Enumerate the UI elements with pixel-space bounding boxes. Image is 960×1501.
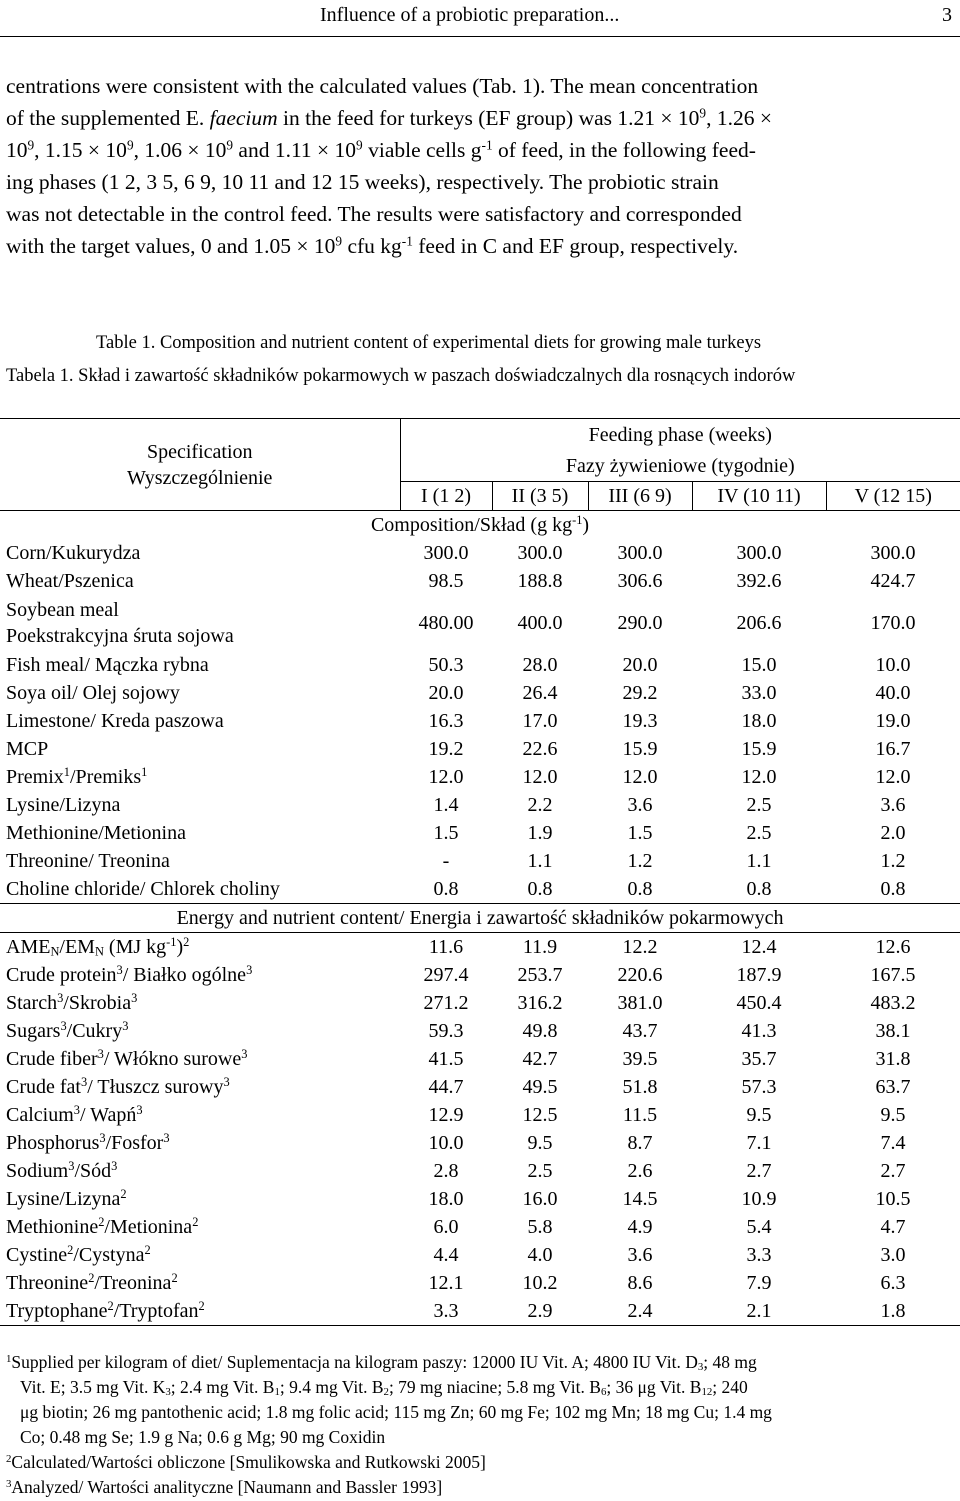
- value-phase-3: 20.0: [622, 654, 658, 676]
- value-phase-4: 5.4: [746, 1216, 772, 1238]
- row-label: Sugars$^3$/Cukry$^3$: [6, 1019, 129, 1042]
- value-phase-2: 9.5: [527, 1132, 553, 1154]
- value-phase-3: 8.6: [627, 1272, 653, 1294]
- value-phase-1: 2.8: [433, 1160, 459, 1182]
- value-phase-4: 41.3: [741, 1020, 777, 1042]
- spec-header-cell: [0, 419, 400, 511]
- row-label: Premix$^1$/Premiks$^1$: [6, 765, 148, 788]
- table-caption-pl: Tabela 1. Skład i zawartość składników pokarmowych w paszach doświadczalnych dla rosnących indorów: [6, 366, 796, 386]
- table-row: [0, 1241, 960, 1269]
- table-row: [0, 735, 960, 763]
- value-phase-1: 297.4: [423, 964, 469, 986]
- running-title: Influence of a probiotic preparation...: [320, 4, 620, 26]
- value-phase-1: 98.5: [428, 570, 464, 592]
- value-phase-5: 6.3: [880, 1272, 906, 1294]
- value-phase-5: 40.0: [875, 682, 911, 704]
- value-phase-1: 18.0: [428, 1188, 464, 1210]
- value-phase-5: 63.7: [875, 1076, 911, 1098]
- soybean-label-en: Soybean meal: [6, 599, 119, 621]
- phase-col-3: III (6 9): [588, 482, 692, 511]
- value-phase-5: 300.0: [870, 542, 916, 564]
- body-line-5: was not detectable in the control feed. The results were satisfactory and corresponded: [6, 202, 742, 226]
- row-label: Phosphorus$^3$/Fosfor$^3$: [6, 1131, 170, 1154]
- table-row: [0, 679, 960, 707]
- value-phase-2: 4.0: [527, 1244, 553, 1266]
- value-phase-3: 2.4: [588, 1297, 692, 1326]
- subscript: N: [94, 944, 104, 959]
- phase-header-en: Feeding phase (weeks): [400, 419, 960, 452]
- row-label: Calcium$^3$/ Wapń$^3$: [6, 1103, 143, 1126]
- value-phase-1: 0.8: [433, 878, 459, 900]
- row-label: $AME_N/EM_N$ (MJ $kg^{-1})^2$: [6, 935, 190, 959]
- value-phase-2: 26.4: [522, 682, 558, 704]
- value-phase-2: 12.5: [522, 1104, 558, 1126]
- value-phase-5: 9.5: [880, 1104, 906, 1126]
- footnote-marker: 3: [99, 1131, 106, 1146]
- diet-composition-table: [0, 418, 960, 1326]
- value-phase-4: 2.5: [746, 794, 772, 816]
- value-phase-3: 1.5: [627, 822, 653, 844]
- footnote-marker: 3: [97, 1047, 104, 1062]
- value-phase-5: 2.0: [880, 822, 906, 844]
- value-phase-1: 44.7: [428, 1076, 464, 1098]
- value-phase-1: -: [442, 850, 450, 872]
- value-phase-4: 7.9: [746, 1272, 772, 1294]
- value-phase-4: 3.3: [746, 1244, 772, 1266]
- row-label: Lysine/Lizyna: [6, 794, 121, 816]
- footnote-marker: 3: [68, 1159, 75, 1174]
- row-label: Sodium$^3$/Sód$^3$: [6, 1159, 118, 1182]
- table-row: [0, 567, 960, 595]
- value-phase-3: 2.6: [627, 1160, 653, 1182]
- table-row: [0, 1017, 960, 1045]
- footnote-3: $^3$Analyzed/ Wartości analityczne [Naumann and Bassler 1993]: [6, 1477, 443, 1497]
- phase-col-4: IV (10 11): [692, 482, 826, 511]
- footnote-1: $^1$Supplied per kilogram of diet/ Suplementacja na kilogram paszy: 12000 IU Vit. A; 4800 IU Vit. $D_3$; 48 mg: [6, 1352, 757, 1374]
- soybean-label-pl: Poekstrakcyjna śruta sojowa: [6, 625, 234, 647]
- row-label: Lysine/Lizyna$^2$: [6, 1187, 127, 1210]
- table-row: [0, 1157, 960, 1185]
- table-row: [0, 1213, 960, 1241]
- value-phase-5: 12.6: [875, 936, 911, 958]
- superscript: -1: [166, 935, 177, 950]
- value-phase-1: 11.6: [428, 936, 464, 958]
- value-phase-4: 15.9: [741, 738, 777, 760]
- value-phase-5: 12.0: [875, 766, 911, 788]
- value-phase-2: 2.9: [492, 1297, 588, 1326]
- value-phase-4: 2.5: [746, 822, 772, 844]
- value-phase-2: 10.2: [522, 1272, 558, 1294]
- value-phase-2: 2.5: [527, 1160, 553, 1182]
- body-line-4: ing phases (1 2, 3 5, 6 9, 10 11 and 12 15 weeks), respectively. The probiotic strain: [6, 170, 719, 194]
- footnote-marker: 3: [131, 991, 138, 1006]
- value-phase-4: 57.3: [741, 1076, 777, 1098]
- value-phase-2: 16.0: [522, 1188, 558, 1210]
- value-phase-5: 7.4: [880, 1132, 906, 1154]
- value-phase-3: 381.0: [617, 992, 663, 1014]
- row-label: Crude protein$^3$/ Białko ogólne$^3$: [6, 963, 253, 986]
- value-phase-4: 35.7: [741, 1048, 777, 1070]
- footnote-marker: 2: [88, 1271, 95, 1286]
- footnote-1-cont-3: Co; 0.48 mg Se; 1.9 g Na; 0.6 g Mg; 90 mg Coxidin: [20, 1427, 386, 1447]
- value-phase-2: 12.0: [522, 766, 558, 788]
- value-phase-2: 22.6: [522, 738, 558, 760]
- value-phase-2: 49.8: [522, 1020, 558, 1042]
- phase-col-5: V (12 15): [826, 482, 960, 511]
- row-label: Choline chloride/ Chlorek choliny: [6, 878, 280, 900]
- value-phase-4: 2.1: [692, 1297, 826, 1326]
- value-phase-3: 11.5: [622, 1104, 658, 1126]
- value-phase-3: 43.7: [622, 1020, 658, 1042]
- table-row: [0, 539, 960, 567]
- energy-rows: [0, 933, 960, 1326]
- value-phase-3: 51.8: [622, 1076, 658, 1098]
- value-phase-3: 14.5: [622, 1188, 658, 1210]
- body-line-3: $10^9$, $1.15 \times 10^9$, $1.06 \times 10^9$ and $1.11 \times 10^9$ viable cells $g^{-1}$ of feed, in the following feed-: [6, 137, 756, 162]
- value-phase-1: 6.0: [433, 1216, 459, 1238]
- value-phase-1: 20.0: [428, 682, 464, 704]
- footnotes: [6, 1350, 956, 1500]
- table-row: [0, 961, 960, 989]
- value-phase-1: 271.2: [423, 992, 469, 1014]
- row-label: Crude fiber$^3$/ Włókno surowe$^3$: [6, 1047, 248, 1070]
- page-number: 3: [942, 4, 952, 26]
- table-row: [0, 651, 960, 679]
- value-phase-1: 4.4: [433, 1244, 459, 1266]
- subscript: N: [50, 944, 60, 959]
- value-phase-5: 1.8: [826, 1297, 960, 1326]
- value-phase-5: 16.7: [875, 738, 911, 760]
- footnote-marker: 2: [198, 1299, 205, 1314]
- value-phase-1: 50.3: [428, 654, 464, 676]
- phase-header-pl: Fazy żywieniowe (tygodnie): [400, 451, 960, 482]
- value-phase-2: 316.2: [517, 992, 563, 1014]
- value-phase-3: 12.0: [622, 766, 658, 788]
- table-row: [0, 1269, 960, 1297]
- footnote-marker: 3: [241, 1047, 248, 1062]
- value-phase-1: 1.5: [433, 822, 459, 844]
- phase-col-2: II (3 5): [492, 482, 588, 511]
- footnote-marker: 3: [60, 1019, 67, 1034]
- value-phase-5: 19.0: [875, 710, 911, 732]
- value-phase-5: 2.7: [880, 1160, 906, 1182]
- value-phase-2: 253.7: [517, 964, 563, 986]
- footnote-marker: 2: [171, 1271, 178, 1286]
- row-label: Fish meal/ Mączka rybna: [6, 654, 209, 676]
- table-row: [0, 847, 960, 875]
- table-row: [0, 1073, 960, 1101]
- footnote-marker: 2: [67, 1243, 74, 1258]
- footnote-marker: 2: [98, 1215, 105, 1230]
- footnote-2: $^2$Calculated/Wartości obliczone [Smulikowska and Rutkowski 2005]: [6, 1452, 486, 1472]
- body-line-2: of the supplemented E. faecium in the feed for turkeys (EF group) was $1.21 \times 10^9$, 1.26 ×: [6, 105, 772, 130]
- row-label: MCP: [6, 738, 49, 760]
- table-row: [0, 1045, 960, 1073]
- table-row: [0, 875, 960, 904]
- value-phase-4: 7.1: [746, 1132, 772, 1154]
- value-phase-3: 1.2: [627, 850, 653, 872]
- footnote-marker: 1: [63, 765, 70, 780]
- footnote-marker: 3: [111, 1159, 118, 1174]
- table-row: [0, 763, 960, 791]
- footnote-marker: 3: [223, 1075, 230, 1090]
- value-phase-2: 49.5: [522, 1076, 558, 1098]
- phase-col-1: I (1 2): [400, 482, 492, 511]
- row-label: Threonine/ Treonina: [6, 850, 170, 872]
- value-phase-4: 450.4: [736, 992, 782, 1014]
- value-phase-3: 306.6: [617, 570, 663, 592]
- value-phase-1: 1.4: [433, 794, 459, 816]
- table-row: [0, 1101, 960, 1129]
- footnote-marker: 2: [107, 1299, 114, 1314]
- value-phase-3: 220.6: [617, 964, 663, 986]
- spec-header-en: Specification: [146, 440, 253, 463]
- value-phase-2: 17.0: [522, 710, 558, 732]
- value-phase-4: 9.5: [746, 1104, 772, 1126]
- value-phase-4: 10.9: [741, 1188, 777, 1210]
- body-paragraph: [6, 70, 954, 262]
- value-phase-5: 3.0: [880, 1244, 906, 1266]
- row-label: Corn/Kukurydza: [6, 542, 141, 564]
- value-phase-2: 300.0: [517, 542, 563, 564]
- value-phase-3: 15.9: [622, 738, 658, 760]
- row-label: Wheat/Pszenica: [6, 570, 134, 592]
- value-phase-1: 12.1: [428, 1272, 464, 1294]
- table-row: [0, 819, 960, 847]
- value-phase-3: 19.3: [622, 710, 658, 732]
- value-phase-2: 0.8: [527, 878, 553, 900]
- footnote-1-cont: Vit. E; 3.5 mg Vit. $K_3$; 2.4 mg Vit. $B_1$; 9.4 mg Vit. $B_2$; 79 mg niacine; 5.8 mg Vit. $B_6$; 36 μg Vit. $B_{12}$; 240: [20, 1377, 748, 1399]
- value-phase-5: 10.5: [875, 1188, 911, 1210]
- footnote-marker: 2: [120, 1187, 127, 1202]
- row-label: Crude fat$^3$/ Tłuszcz surowy$^3$: [6, 1075, 230, 1098]
- value-phase-1: 300.0: [423, 542, 469, 564]
- value-phase-5: 38.1: [875, 1020, 911, 1042]
- value-phase-1: 12.9: [428, 1104, 464, 1126]
- value-phase-2: 42.7: [522, 1048, 558, 1070]
- spec-header-pl: Wyszczególnienie: [127, 466, 273, 489]
- value-phase-3: 12.2: [622, 936, 658, 958]
- footnote-marker: 3: [116, 963, 123, 978]
- row-label: Threonine$^2$/Treonina$^2$: [6, 1271, 178, 1294]
- value-phase-5: 4.7: [880, 1216, 906, 1238]
- value-phase-4: 18.0: [741, 710, 777, 732]
- value-phase-1: 3.3: [400, 1297, 492, 1326]
- value-phase-5: 3.6: [880, 794, 906, 816]
- value-phase-4: 187.9: [736, 964, 782, 986]
- footnote-marker: 3: [136, 1103, 143, 1118]
- footnote-1-cont-2: μg biotin; 26 mg pantothenic acid; 1.8 mg folic acid; 115 mg Zn; 60 mg Fe; 102 mg Mn; 18 mg Cu; 1.4 mg: [20, 1402, 772, 1422]
- value-phase-5: 424.7: [870, 570, 916, 592]
- composition-heading: Composition/Skład (g $kg^{-1}$): [370, 513, 590, 536]
- value-phase-3: 29.2: [622, 682, 658, 704]
- body-line-1: centrations were consistent with the calculated values (Tab. 1). The mean concentration: [6, 74, 759, 98]
- table-row: [0, 707, 960, 735]
- footnote-marker: 2: [144, 1243, 151, 1258]
- table-row: [0, 1297, 960, 1326]
- row-label: Soya oil/ Olej sojowy: [6, 682, 180, 704]
- footnote-marker: 2: [192, 1215, 199, 1230]
- composition-rows-b: [0, 651, 960, 904]
- composition-rows-a: [0, 539, 960, 595]
- value-phase-2: 1.9: [527, 822, 553, 844]
- value-phase-5: 10.0: [875, 654, 911, 676]
- footnote-marker: 3: [57, 991, 64, 1006]
- value-phase-5: 31.8: [875, 1048, 911, 1070]
- table-caption-en: Table 1. Composition and nutrient content of experimental diets for growing male turkeys: [96, 333, 762, 353]
- value-phase-4: 392.6: [736, 570, 782, 592]
- row-label: Starch$^3$/Skrobia$^3$: [6, 991, 138, 1014]
- italic-faecium: faecium: [209, 106, 278, 130]
- footnote-marker: 2: [183, 935, 190, 950]
- table-row: [0, 989, 960, 1017]
- table-row: [0, 1129, 960, 1157]
- footnote-marker: 3: [80, 1075, 88, 1090]
- row-label: Limestone/ Kreda paszowa: [6, 710, 224, 732]
- footnote-marker: 3: [246, 963, 253, 978]
- energy-heading: Energy and nutrient content/ Energia i zawartość składników pokarmowych: [0, 904, 960, 933]
- value-phase-4: 12.0: [741, 766, 777, 788]
- value-phase-2: 5.8: [527, 1216, 553, 1238]
- value-phase-4: 300.0: [736, 542, 782, 564]
- table-row: [0, 1185, 960, 1213]
- footnote-marker: 3: [73, 1103, 80, 1118]
- value-phase-5: 0.8: [880, 878, 906, 900]
- table-row: Soybean meal Poekstrakcyjna śruta sojowa 480.00 400.0 290.0 206.6 170.0: [6, 599, 916, 647]
- value-phase-2: 1.1: [527, 850, 553, 872]
- row-label: Methionine/Metionina: [6, 822, 186, 844]
- value-phase-1: 19.2: [428, 738, 464, 760]
- value-phase-5: 483.2: [870, 992, 916, 1014]
- value-phase-4: 12.4: [741, 936, 777, 958]
- value-phase-3: 0.8: [627, 878, 653, 900]
- row-label: Cystine$^2$/Cystyna$^2$: [6, 1243, 151, 1266]
- value-phase-3: 300.0: [617, 542, 663, 564]
- body-line-6: with the target values, 0 and $1.05 \times 10^9$ cfu $kg^{-1}$ feed in C and EF group, respectively.: [6, 233, 739, 258]
- value-phase-4: 33.0: [741, 682, 777, 704]
- value-phase-5: 1.2: [880, 850, 906, 872]
- value-phase-3: 39.5: [622, 1048, 658, 1070]
- value-phase-1: 12.0: [428, 766, 464, 788]
- row-label: Methionine$^2$/Metionina$^2$: [6, 1215, 199, 1238]
- value-phase-2: 11.9: [522, 936, 558, 958]
- footnote-marker: 1: [141, 765, 148, 780]
- row-label: Tryptophane$^2$/Tryptofan$^2$: [0, 1297, 400, 1326]
- footnote-marker: 3: [122, 1019, 129, 1034]
- value-phase-1: 16.3: [428, 710, 464, 732]
- value-phase-3: 8.7: [627, 1132, 653, 1154]
- value-phase-5: 167.5: [870, 964, 916, 986]
- value-phase-4: 2.7: [746, 1160, 772, 1182]
- value-phase-1: 41.5: [428, 1048, 464, 1070]
- value-phase-2: 188.8: [517, 570, 563, 592]
- footnote-marker: 3: [163, 1131, 170, 1146]
- table-row: [0, 791, 960, 819]
- table-row: [0, 933, 960, 962]
- value-phase-4: 1.1: [746, 850, 772, 872]
- value-phase-2: 2.2: [527, 794, 553, 816]
- running-header: [0, 0, 960, 37]
- value-phase-4: 0.8: [746, 878, 772, 900]
- value-phase-2: 28.0: [522, 654, 558, 676]
- value-phase-1: 59.3: [428, 1020, 464, 1042]
- value-phase-1: 10.0: [428, 1132, 464, 1154]
- value-phase-3: 4.9: [627, 1216, 653, 1238]
- value-phase-3: 3.6: [627, 794, 653, 816]
- value-phase-3: 3.6: [627, 1244, 653, 1266]
- value-phase-4: 15.0: [741, 654, 777, 676]
